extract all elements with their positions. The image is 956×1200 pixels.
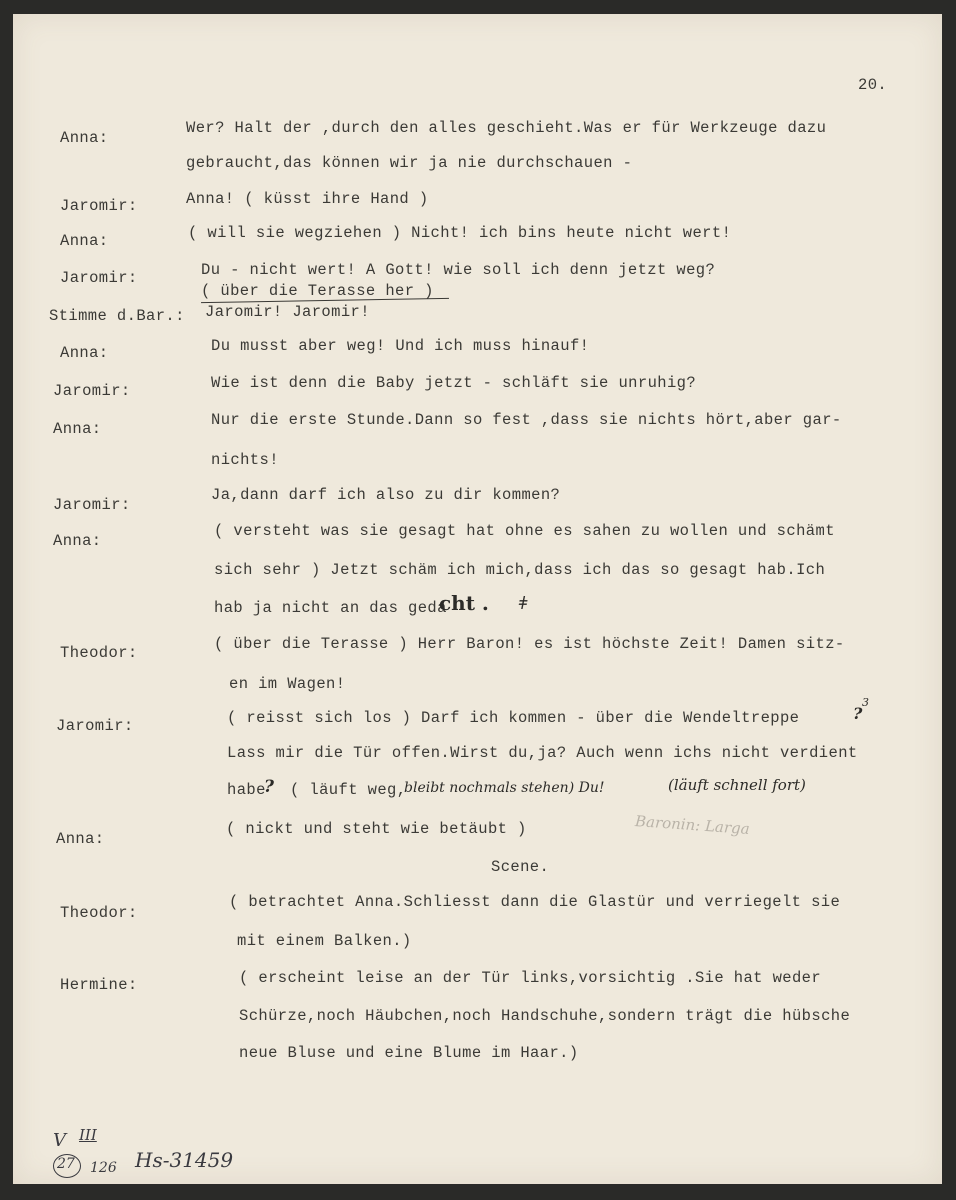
dialogue-line: ( erscheint leise an der Tür links,vorsichtig .Sie hat weder xyxy=(239,969,822,987)
speaker-jaromir: Jaromir: xyxy=(56,717,134,735)
archive-signature: Hs-31459 xyxy=(135,1148,234,1172)
speaker-theodor: Theodor: xyxy=(60,644,138,662)
handwritten-insert: cht . xyxy=(439,591,489,615)
dialogue-line: ( nickt und steht wie betäubt ) xyxy=(226,820,527,838)
dialogue-line: Wie ist denn die Baby jetzt - schläft sie unruhig? xyxy=(211,374,697,392)
dialogue-line: mit einem Balken.) xyxy=(237,932,412,950)
dialogue-line: en im Wagen! xyxy=(229,675,346,693)
speaker-anna: Anna: xyxy=(56,830,105,848)
speaker-jaromir: Jaromir: xyxy=(53,496,131,514)
dialogue-line: Nur die erste Stunde.Dann so fest ,dass sie nichts hört,aber gar- xyxy=(211,411,842,429)
speaker-anna: Anna: xyxy=(53,420,102,438)
pencil-note: Baronin: Larga xyxy=(634,812,751,838)
speaker-anna: Anna: xyxy=(60,129,109,147)
archive-folio: 126 xyxy=(90,1160,117,1176)
handwritten-insert: (läuft schnell fort) xyxy=(668,776,806,794)
dialogue-line: ( betrachtet Anna.Schliesst dann die Glastür und verriegelt sie xyxy=(229,893,841,911)
speaker-jaromir: Jaromir: xyxy=(60,269,138,287)
speaker-anna: Anna: xyxy=(60,344,109,362)
dialogue-line: ( will sie wegziehen ) Nicht! ich bins heute nicht wert! xyxy=(188,224,732,242)
dialogue-line: habe xyxy=(227,781,266,799)
archive-circled-number: 27 xyxy=(57,1156,75,1172)
handwritten-superscript: 3 xyxy=(862,696,869,709)
archive-roman: III xyxy=(79,1126,97,1144)
speaker-anna: Anna: xyxy=(60,232,109,250)
dialogue-line: sich sehr ) Jetzt schäm ich mich,dass ich das so gesagt hab.Ich xyxy=(214,561,826,579)
dialogue-line: gebraucht,das können wir ja nie durchschauen - xyxy=(186,154,633,172)
dialogue-line: Anna! ( küsst ihre Hand ) xyxy=(186,190,429,208)
dialogue-line: nichts! xyxy=(211,451,279,469)
dialogue-line: Wer? Halt der ,durch den alles geschieht.Was er für Werkzeuge dazu xyxy=(186,119,827,137)
dialogue-line: ( reisst sich los ) Darf ich kommen - über die Wendeltreppe xyxy=(227,709,800,727)
speaker-hermine: Hermine: xyxy=(60,976,138,994)
stage-direction-insert: ( über die Terasse her ) xyxy=(201,282,434,300)
dialogue-line: Du musst aber weg! Und ich muss hinauf! xyxy=(211,337,590,355)
page-number: 20. xyxy=(858,76,888,94)
archive-roman: V xyxy=(53,1130,66,1151)
dialogue-line: Ja,dann darf ich also zu dir kommen? xyxy=(211,486,561,504)
dialogue-line: Jaromir! Jaromir! xyxy=(205,303,370,321)
speaker-stimme-baronin: Stimme d.Bar.: xyxy=(49,307,185,325)
dialogue-line: Lass mir die Tür offen.Wirst du,ja? Auch wenn ichs nicht verdient xyxy=(227,744,858,762)
handwritten-mark: ? xyxy=(264,777,274,797)
handwritten-mark: ǂ xyxy=(519,593,528,614)
manuscript-page xyxy=(13,14,942,1184)
dialogue-line: hab ja nicht an das geda xyxy=(214,599,447,617)
dialogue-line: neue Bluse und eine Blume im Haar.) xyxy=(239,1044,579,1062)
dialogue-line: ( läuft weg, xyxy=(290,781,407,799)
dialogue-line: ( über die Terasse ) Herr Baron! es ist höchste Zeit! Damen sitz- xyxy=(214,635,845,653)
handwritten-mark: ? xyxy=(853,704,863,723)
speaker-jaromir: Jaromir: xyxy=(53,382,131,400)
handwritten-insert: bleibt nochmals stehen) Du! xyxy=(404,780,605,796)
dialogue-line: Schürze,noch Häubchen,noch Handschuhe,sondern trägt die hübsche xyxy=(239,1007,851,1025)
dialogue-line: Du - nicht wert! A Gott! wie soll ich denn jetzt weg? xyxy=(201,261,716,279)
speaker-anna: Anna: xyxy=(53,532,102,550)
scene-heading: Scene. xyxy=(491,858,550,876)
speaker-theodor: Theodor: xyxy=(60,904,138,922)
dialogue-line: ( versteht was sie gesagt hat ohne es sahen zu wollen und schämt xyxy=(214,522,835,540)
speaker-jaromir: Jaromir: xyxy=(60,197,138,215)
